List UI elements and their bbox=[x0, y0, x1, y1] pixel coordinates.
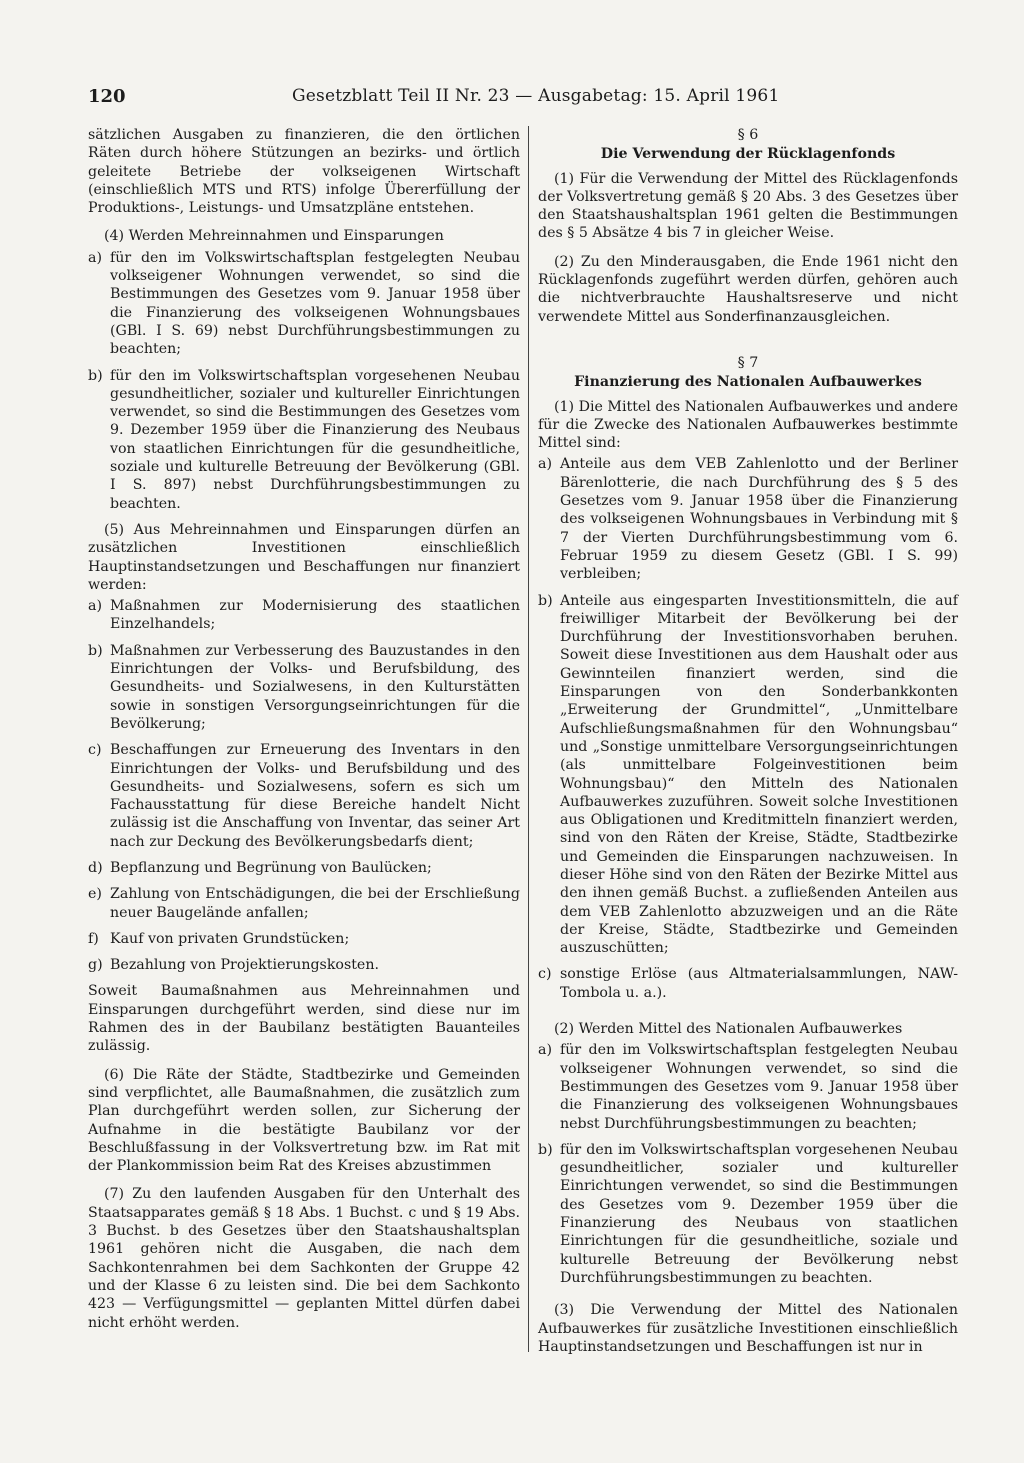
list-text: für den im Volkswirtschaftsplan festgelegten Neubau volkseigener Wohnungen verwendet, so sind die Bestimmungen des Gesetzes vom 9. Januar 1958 über die Finanzierung des volkseigenen Wohnungsbaues nebst Durchführungsbestimmungen zu beachten; bbox=[560, 1042, 958, 1132]
section-7-number: § 7 bbox=[737, 354, 759, 371]
list-marker: b) bbox=[88, 642, 103, 659]
list-text: Anteile aus dem VEB Zahlenlotto und der Berliner Bärenlotterie, die nach Durchführung des § 5 des Gesetzes vom 9. Januar 1958 über die Finanzierung des volkseigenen Wohnungsbaues in Verbindung mit § 7 der Vierten Durchführungsbestimmung vom 6. Februar 1959 zu diesem Gesetz (GBl. I S. 99) verbleiben; bbox=[560, 456, 958, 583]
list-text: Kauf von privaten Grundstücken; bbox=[110, 930, 350, 947]
list-text: Zahlung von Entschädigungen, die bei der Erschließung neuer Baugelände anfallen; bbox=[110, 886, 520, 921]
list-text: für den im Volkswirtschaftsplan vorgesehenen Neubau gesundheitlicher, sozialer und kultureller Einrichtungen verwendet, so sind die Bestimmungen des Gesetzes vom 9. Dezember 1959 über die Finanzierung des Neubaus von staatlichen Einrichtungen für die gesundheitliche, soziale und kulturelle Betreuung der Bevölkerung nebst Durchführungsbestimmungen zu beachten. bbox=[560, 1141, 958, 1286]
list-text: sonstige Erlöse (aus Altmaterialsammlungen, NAW-Tombola u. a.). bbox=[560, 966, 958, 1001]
list-marker: d) bbox=[88, 859, 103, 876]
list-item-4b bbox=[88, 367, 520, 513]
list-text: für den im Volkswirtschaftsplan festgelegten Neubau volkseigener Wohnungen verwendet, so sind die Bestimmungen des Gesetzes vom 9. Januar 1958 über die Finanzierung des volkseigenen Wohnungsbaues (GBl. I S. 69) nebst Durchführungsbestimmungen zu beachten; bbox=[110, 249, 520, 358]
list-marker: a) bbox=[538, 1042, 552, 1059]
list-marker: b) bbox=[538, 592, 553, 609]
list-marker: c) bbox=[538, 966, 552, 983]
list-text: Bezahlung von Projektierungskosten. bbox=[110, 957, 379, 974]
paragraph-6: (6) Die Räte der Städte, Stadtbezirke und Gemeinden sind verpflichtet, alle Baumaßnahmen, die zusätzlich zum Plan durchgeführt werden sollen, zur Sicherung der Aufnahme in die bestätigte Baubilanz vor der Beschlußfassung in der Volksvertretung bzw. im Rat mit der Plankommission beim Rat des Kreises abzustimmen bbox=[88, 1066, 520, 1175]
list-item-7-1b bbox=[538, 592, 958, 958]
section-7-title: Finanzierung des Nationalen Aufbauwerkes bbox=[574, 374, 922, 391]
paragraph-4-intro: (4) Werden Mehreinnahmen und Einsparungen bbox=[104, 228, 444, 245]
list-marker: c) bbox=[88, 742, 102, 759]
section-6-paragraph-1: (1) Für die Verwendung der Mittel des Rücklagenfonds der Volksvertretung gemäß § 20 Abs. 3 des Gesetzes über den Staatshaushaltsplan 1961 gelten die Bestimmungen des § 5 Absätze 4 bis 7 in gleicher Weise. bbox=[538, 170, 958, 242]
paragraph-5-tail: Soweit Baumaßnahmen aus Mehreinnahmen und Einsparungen durchgeführt werden, sind diese nur im Rahmen des in der Baubilanz bestätigten Bauanteiles zulässig. bbox=[88, 983, 520, 1055]
paragraph-7: (7) Zu den laufenden Ausgaben für den Unterhalt des Staatsapparates gemäß § 18 Abs. 1 Buchst. c und § 19 Abs. 3 Buchst. b des Gesetzes über den Staatshaushaltsplan 1961 gehören nicht die Ausgaben, die nach dem Sachkontenrahmen bei dem Sachkonten der Gruppe 42 und der Klasse 6 zu leisten sind. Die bei dem Sachkonto 423 — Verfügungsmittel — geplanten Mittel dürfen dabei nicht erhöht werden. bbox=[88, 1186, 520, 1331]
section-6-number: § 6 bbox=[737, 127, 759, 143]
list-text: Anteile aus eingesparten Investitionsmitteln, die auf freiwilliger Mitarbeit der Bevölkerung bei der Durchführung der Investitionsvorhaben beruhen. Soweit diese Investitionen aus dem Haushalt oder aus Gewinnteilen finanziert werden, sind die Einsparungen von den Sonderbankkonten „Erweiterung der Grundmittel“, „Unmittelbare Aufschließungsmaßnahmen für den Wohnungsbau“ und „Sonstige unmittelbare Versorgungseinrichtungen (als unmittelbare Folgeinvestitionen beim Wohnungsbau)“ den Mitteln des Nationalen Aufbauwerkes zuzuführen. Soweit solche Investitionen aus Obligationen und Kreditmitteln finanziert werden, sind von den Räten der Kreise, Städte, Stadtbezirke und Gemeinden die Einsparungen nachzuweisen. In dieser Höhe sind von den Räten der Bezirke Mittel aus den ihnen gemäß Buchst. a zufließenden Anteilen aus dem VEB Zahlenlotto abzuzweigen und an die Räte der Kreise, Städte, Stadtbezirke und Gemeinden auszuschütten; bbox=[560, 592, 958, 957]
list-text: für den im Volkswirtschaftsplan vorgesehenen Neubau gesundheitlicher, sozialer und kultureller Einrichtungen verwendet, so sind die Bestimmungen des Gesetzes vom 9. Dezember 1959 über die Finanzierung des Neubaus von staatlichen Einrichtungen für die gesundheitliche, soziale und kulturelle Betreuung der Bevölkerung (GBl. I S. 897) nebst Durchführungsbestimmungen zu beachten. bbox=[110, 367, 520, 512]
left-column bbox=[88, 126, 520, 1342]
list-text: Beschaffungen zur Erneuerung des Inventars in den Einrichtungen der Volks- und Berufsbildung und des Gesundheits- und Sozialwesens, sofern es sich um Fachausstattung für diese Bereiche handelt Nicht zulässig ist die Anschaffung von Inventar, das seiner Art nach zur Deckung des Bevölkerungsbedarfs dient; bbox=[110, 742, 520, 850]
list-item-7-2b bbox=[538, 1141, 958, 1287]
section-6-paragraph-2: (2) Zu den Minderausgaben, die Ende 1961 nicht den Rücklagenfonds zugeführt werden dürfen, gehören auch die nichtverbrauchte Haushaltsreserve und nicht verwendete Mittel aus Sonderfinanzausgleichen. bbox=[538, 253, 958, 325]
list-item-7-1c bbox=[538, 965, 958, 1002]
list-marker: b) bbox=[88, 367, 103, 384]
section-6-title: Die Verwendung der Rücklagenfonds bbox=[600, 146, 896, 163]
section-7-paragraph-1-intro: (1) Die Mittel des Nationalen Aufbauwerkes und andere für die Zwecke des Nationalen Aufbauwerkes bestimmte Mittel sind: bbox=[538, 398, 958, 452]
right-column bbox=[538, 126, 958, 1366]
list-item-5d bbox=[88, 859, 520, 877]
list-marker: a) bbox=[538, 456, 552, 473]
list-text: Maßnahmen zur Verbesserung des Bauzustandes in den Einrichtungen der Volks- und Berufsbildung, des Gesundheits- und Sozialwesens, in den Kulturstätten sowie in sonstigen Versorgungseinrichtungen für die Bevölkerung; bbox=[110, 642, 520, 732]
running-header: Gesetzblatt Teil II Nr. 23 — Ausgabetag: 15. April 1961 bbox=[292, 86, 780, 106]
list-item-5f bbox=[88, 930, 520, 948]
list-item-5e bbox=[88, 885, 520, 922]
list-item-5g bbox=[88, 956, 520, 974]
list-marker: e) bbox=[88, 886, 102, 903]
column-divider bbox=[528, 126, 529, 1352]
list-item-5b bbox=[88, 642, 520, 733]
list-marker: a) bbox=[88, 598, 102, 615]
list-marker: b) bbox=[538, 1141, 553, 1158]
list-marker: a) bbox=[88, 249, 102, 266]
list-item-5c bbox=[88, 741, 520, 851]
page-number: 120 bbox=[88, 86, 126, 107]
list-item-4a bbox=[88, 249, 520, 359]
section-7-paragraph-3: (3) Die Verwendung der Mittel des Nationalen Aufbauwerkes für zusätzliche Investitionen einschließlich Hauptinstandsetzungen und Beschaffungen ist nur in bbox=[538, 1302, 958, 1355]
list-item-7-1a bbox=[538, 455, 958, 583]
list-marker: g) bbox=[88, 957, 103, 974]
section-7-paragraph-2-intro: (2) Werden Mittel des Nationalen Aufbauwerkes bbox=[554, 1021, 903, 1038]
paragraph-5-intro: (5) Aus Mehreinnahmen und Einsparungen dürfen an zusätzlichen Investitionen einschließlich Hauptinstandsetzungen und Beschaffungen nur finanziert werden: bbox=[88, 521, 520, 593]
list-item-5a bbox=[88, 597, 520, 634]
list-text: Bepflanzung und Begrünung von Baulücken; bbox=[110, 859, 432, 876]
list-text: Maßnahmen zur Modernisierung des staatlichen Einzelhandels; bbox=[110, 598, 520, 633]
list-marker: f) bbox=[88, 930, 99, 947]
list-item-7-2a bbox=[538, 1041, 958, 1132]
paragraph-continuation: sätzlichen Ausgaben zu finanzieren, die den örtlichen Räten durch höhere Stützungen an bezirks- und örtlich geleitete Betriebe der volkseigenen Wirtschaft (einschließlich MTS und RTS) infolge Übererfüllung der Produktions-, Leistungs- und Umsatzpläne entstehen. bbox=[88, 127, 520, 217]
